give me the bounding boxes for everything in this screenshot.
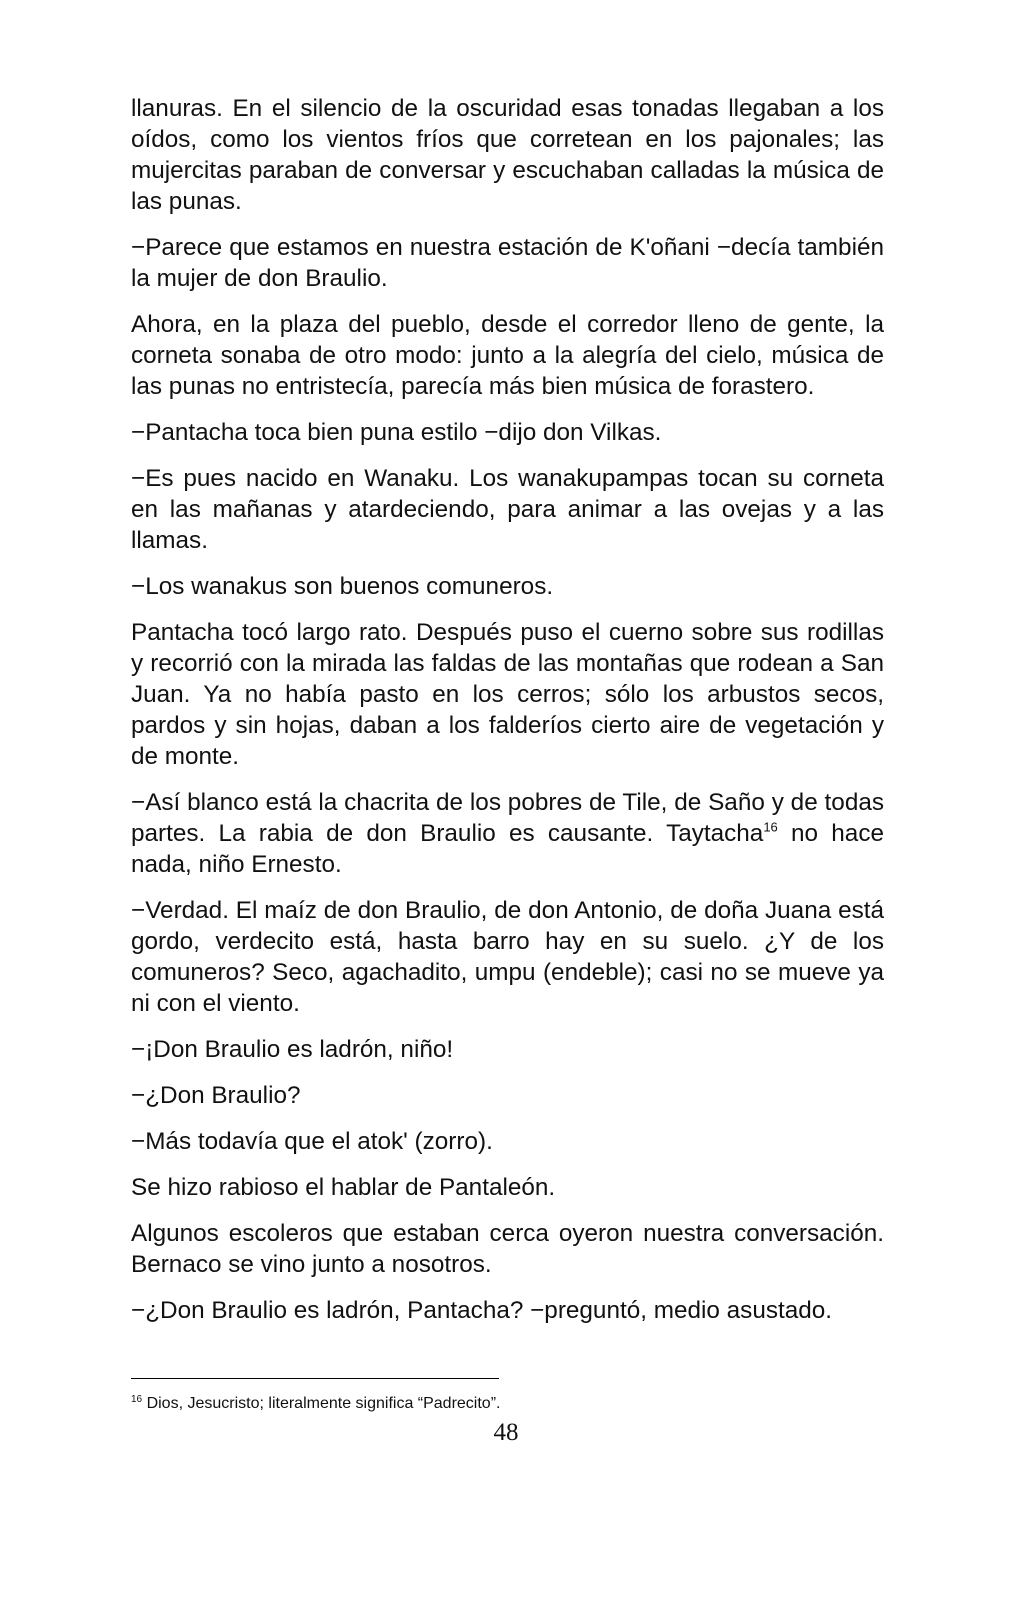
paragraph: Pantacha tocó largo rato. Después puso el cuerno sobre sus rodillas y recorrió con la mirada las faldas de las montañas que rodean a San Juan. Ya no había pasto en los cerros; sólo los arbustos secos, pardos y sin hojas, daban a los falderíos cierto aire de vegetación y de monte. bbox=[131, 619, 884, 770]
paragraph-text: −Así blanco está la chacrita de los pobres de Tile, de Saño y de todas partes. La rabia de don Braulio es causante. Taytacha bbox=[131, 789, 884, 847]
paragraph: Se hizo rabioso el hablar de Pantaleón. bbox=[131, 1174, 556, 1201]
paragraph: −Parece que estamos en nuestra estación de K'oñani −decía también la mujer de don Braulio. bbox=[131, 234, 884, 292]
paragraph: −¿Don Braulio? bbox=[131, 1082, 301, 1109]
paragraph: −Pantacha toca bien puna estilo −dijo don Vilkas. bbox=[131, 419, 662, 446]
footnote-text: Dios, Jesucristo; literalmente significa “Padrecito”. bbox=[142, 1395, 501, 1412]
main-text bbox=[131, 93, 884, 1326]
footnote-reference: 16 bbox=[763, 819, 778, 835]
page-number: 48 bbox=[493, 1419, 519, 1446]
paragraph: Ahora, en la plaza del pueblo, desde el corredor lleno de gente, la corneta sonaba de otro modo: junto a la alegría del cielo, música de las punas no entristecía, parecía más bien música de forastero. bbox=[131, 311, 884, 400]
paragraph-text: no hace nada, niño Ernesto. bbox=[131, 820, 884, 878]
paragraph: −Más todavía que el atok' (zorro). bbox=[131, 1128, 493, 1155]
footnote-separator bbox=[131, 1378, 499, 1379]
paragraph: −Es pues nacido en Wanaku. Los wanakupampas tocan su corneta en las mañanas y atardeciendo, para animar a las ovejas y a las llamas. bbox=[131, 465, 884, 554]
paragraph: Algunos escoleros que estaban cerca oyeron nuestra conversación. Bernaco se vino junto a nosotros. bbox=[131, 1220, 884, 1278]
paragraph: −¿Don Braulio es ladrón, Pantacha? −preguntó, medio asustado. bbox=[131, 1297, 833, 1324]
paragraph-with-footnote bbox=[131, 787, 884, 880]
footnote-number: 16 bbox=[131, 1394, 143, 1405]
footnote bbox=[131, 1393, 884, 1415]
paragraph: −Verdad. El maíz de don Braulio, de don Antonio, de doña Juana está gordo, verdecito está, hasta barro hay en su suelo. ¿Y de los comuneros? Seco, agachadito, umpu (endeble); casi no se mueve ya ni con el viento. bbox=[131, 897, 884, 1017]
paragraph: llanuras. En el silencio de la oscuridad esas tonadas llegaban a los oídos, como los vientos fríos que corretean en los pajonales; las mujercitas paraban de conversar y escuchaban calladas la música de las punas. bbox=[131, 95, 884, 215]
paragraph: −Los wanakus son buenos comuneros. bbox=[131, 573, 554, 600]
paragraph: −¡Don Braulio es ladrón, niño! bbox=[131, 1036, 454, 1063]
